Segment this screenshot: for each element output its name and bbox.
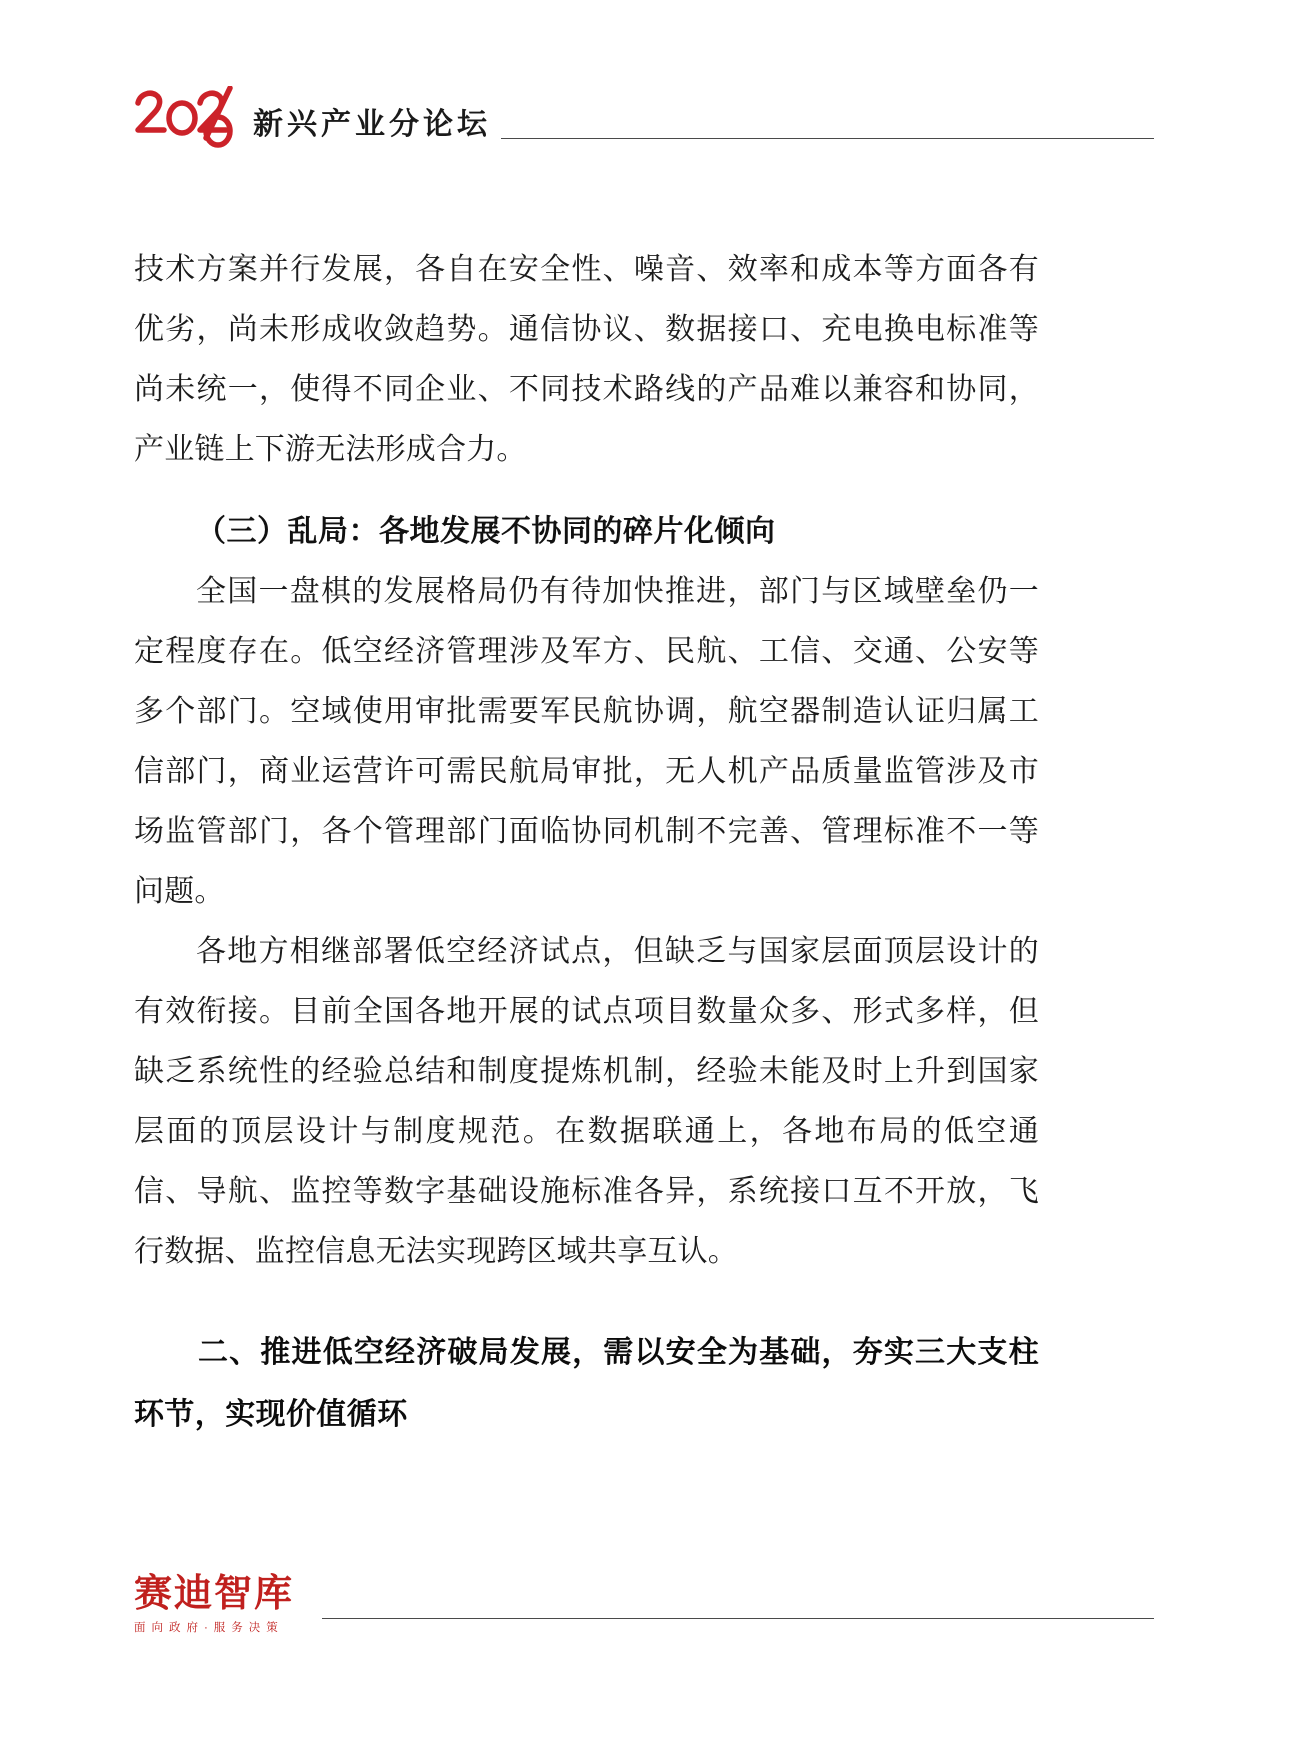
- subheading-three: （三）乱局：各地发展不协同的碎片化倾向: [196, 515, 776, 548]
- section-heading-two: 二、推进低空经济破局发展，需以安全为基础，夯实三大支柱环节，实现价值循环: [134, 1336, 1039, 1431]
- paragraph-continued: 技术方案并行发展，各自在安全性、噪音、效率和成本等方面各有优劣，尚未形成收敛趋势。通信协议、数据接口、充电换电标准等尚未统一，使得不同企业、不同技术路线的产品难以兼容和协同，产业链上下游无法形成合力。: [134, 253, 1039, 466]
- page-footer: [134, 1560, 1154, 1650]
- spacer: [134, 1282, 1039, 1322]
- footer-logo-name: 赛迪智库: [134, 1572, 295, 1615]
- page-header: [134, 78, 1154, 148]
- footer-divider: [322, 1618, 1154, 1619]
- saidi-think-tank-logo: [134, 1572, 306, 1636]
- paragraph-two: 各地方相继部署低空经济试点，但缺乏与国家层面顶层设计的有效衔接。目前全国各地开展的试点项目数量众多、形式多样，但缺乏系统性的经验总结和制度提炼机制，经验未能及时上升到国家层面的顶层设计与制度规范。在数据联通上，各地布局的低空通信、导航、监控等数字基础设施标准各异，系统接口互不开放，飞行数据、监控信息无法实现跨区域共享互认。: [134, 935, 1039, 1268]
- year-2026-logo-icon: [134, 86, 239, 148]
- paragraph-one: 全国一盘棋的发展格局仍有待加快推进，部门与区域壁垒仍一定程度存在。低空经济管理涉及军方、民航、工信、交通、公安等多个部门。空域使用审批需要军民航协调，航空器制造认证归属工信部门，商业运营许可需民航局审批，无人机产品质量监管涉及市场监管部门，各个管理部门面临协同机制不完善、管理标准不一等问题。: [134, 575, 1039, 908]
- header-divider: [501, 138, 1154, 139]
- footer-logo-tagline: 面 向 政 府 · 服 务 决 策: [134, 1622, 280, 1635]
- header-title: 新兴产业分论坛: [253, 108, 491, 141]
- document-content: [134, 240, 1039, 1446]
- spacer: [134, 480, 1039, 502]
